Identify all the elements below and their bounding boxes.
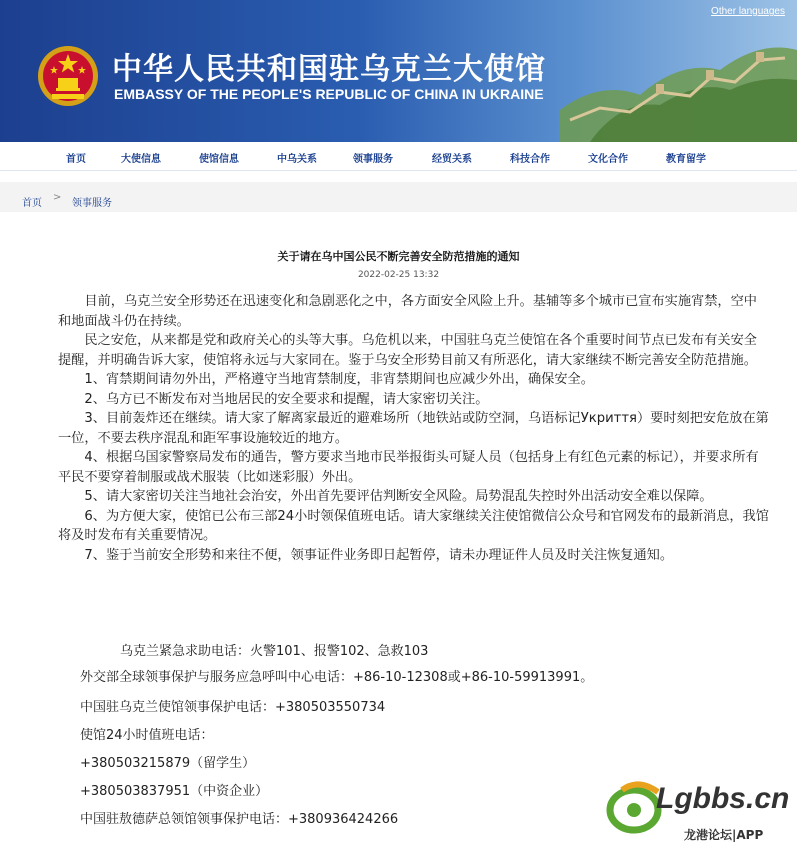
great-wall-image xyxy=(560,0,797,142)
embassy-title-en: EMBASSY OF THE PEOPLE'S REPUBLIC OF CHINA IN UKRAINE xyxy=(114,86,544,102)
nav-item-consular[interactable]: 领事服务 xyxy=(353,154,393,165)
article-paragraph: 6、为方便大家，使馆已公布三部24小时领保值班电话。请大家继续关注使馆微信公众号和官网发布的最新消息，我馆将及时发布有关重要情况。 xyxy=(58,508,769,543)
nav-item-education[interactable]: 教育留学 xyxy=(666,154,706,165)
contact-hotline-line: 外交部全球领事保护与服务应急呼叫中心电话：+86-10-12308或+86-10-59913991。 xyxy=(80,670,594,685)
embassy-title-cn: 中华人民共和国驻乌克兰大使馆 xyxy=(112,52,546,87)
article-paragraph: 4、根据乌国家警察局发布的通告，警方要求当地市民举报街头可疑人员（包括身上有红色元素的标记），并要求所有平民不要穿着制服或战术服装（比如迷彩服）外出。 xyxy=(58,450,759,485)
contact-enterprises-line: +380503837951（中资企业） xyxy=(80,784,269,799)
breadcrumb xyxy=(0,182,797,212)
article-paragraph: 7、鉴于当前安全形势和来往不便，领事证件业务即日起暂停，请未办理证件人员及时关注恢复通知。 xyxy=(84,547,674,563)
nav-item-ambassador[interactable]: 大使信息 xyxy=(121,154,161,165)
article-paragraph: 3、目前轰炸还在继续。请大家了解离家最近的避难场所（地铁站或防空洞，乌语标记Укриття）要时刻把安危放在第一位，不要去秩序混乱和距军事设施较近的地方。 xyxy=(58,411,769,446)
main-nav xyxy=(0,142,797,171)
breadcrumb-home-link[interactable]: 首页 xyxy=(22,198,42,209)
article-body xyxy=(58,292,770,565)
article-paragraph: 目前，乌克兰安全形势还在迅速变化和急剧恶化之中，各方面安全风险上升。基辅等多个城市已宣布实施宵禁，空中和地面战斗仍在持续。 xyxy=(58,294,757,329)
article-paragraph: 1、宵禁期间请勿外出，严格遵守当地宵禁制度，非宵禁期间也应减少外出，确保安全。 xyxy=(84,372,594,387)
article-paragraph: 民之安危，从来都是党和政府关心的头等大事。乌危机以来，中国驻乌克兰使馆在各个重要时间节点已发布有关安全提醒，并明确告诉大家，使馆将永远与大家同在。鉴于乌安全形势目前又有所恶化，请大家继续不断完善安全防范措施。 xyxy=(58,333,757,368)
breadcrumb-separator: > xyxy=(53,192,62,203)
article-paragraph: 5、请大家密切关注当地社会治安，外出首先要评估判断安全风险。局势混乱失控时外出活动安全难以保障。 xyxy=(84,489,713,504)
breadcrumb-current-link[interactable]: 领事服务 xyxy=(72,198,112,209)
nav-item-culture[interactable]: 文化合作 xyxy=(588,154,628,165)
article-title: 关于请在乌中国公民不断完善安全防范措施的通知 xyxy=(277,250,520,263)
article-paragraph: 2、乌方已不断发布对当地居民的安全要求和提醒，请大家密切关注。 xyxy=(84,391,489,407)
lgbbs-brand: Lgbbs.cn xyxy=(656,782,790,815)
contact-embassy-line: 中国驻乌克兰使馆领事保护电话：+380503550734 xyxy=(80,700,386,715)
contact-emergency-line: 乌克兰紧急求助电话：火警101、报警102、急救103 xyxy=(120,644,429,659)
article-date: 2022-02-25 13:32 xyxy=(357,270,440,280)
nav-item-trade[interactable]: 经贸关系 xyxy=(432,154,472,165)
national-emblem-icon xyxy=(36,44,100,108)
contact-duty-heading: 使馆24小时值班电话： xyxy=(80,728,214,743)
lgbbs-sub: 龙港论坛|APP xyxy=(684,828,764,842)
nav-item-science[interactable]: 科技合作 xyxy=(510,154,550,165)
header-banner xyxy=(0,0,797,142)
contact-students-line: +380503215879（留学生） xyxy=(80,756,256,771)
other-languages-link[interactable]: Other languages xyxy=(711,6,785,17)
nav-item-home[interactable]: 首页 xyxy=(66,154,86,165)
lgbbs-logo-icon xyxy=(604,776,664,836)
lgbbs-watermark xyxy=(600,770,797,848)
contact-odesa-line: 中国驻敖德萨总领馆领事保护电话：+380936424266 xyxy=(80,812,399,827)
nav-item-relations[interactable]: 中乌关系 xyxy=(277,154,317,165)
nav-item-embassy-info[interactable]: 使馆信息 xyxy=(199,154,239,165)
